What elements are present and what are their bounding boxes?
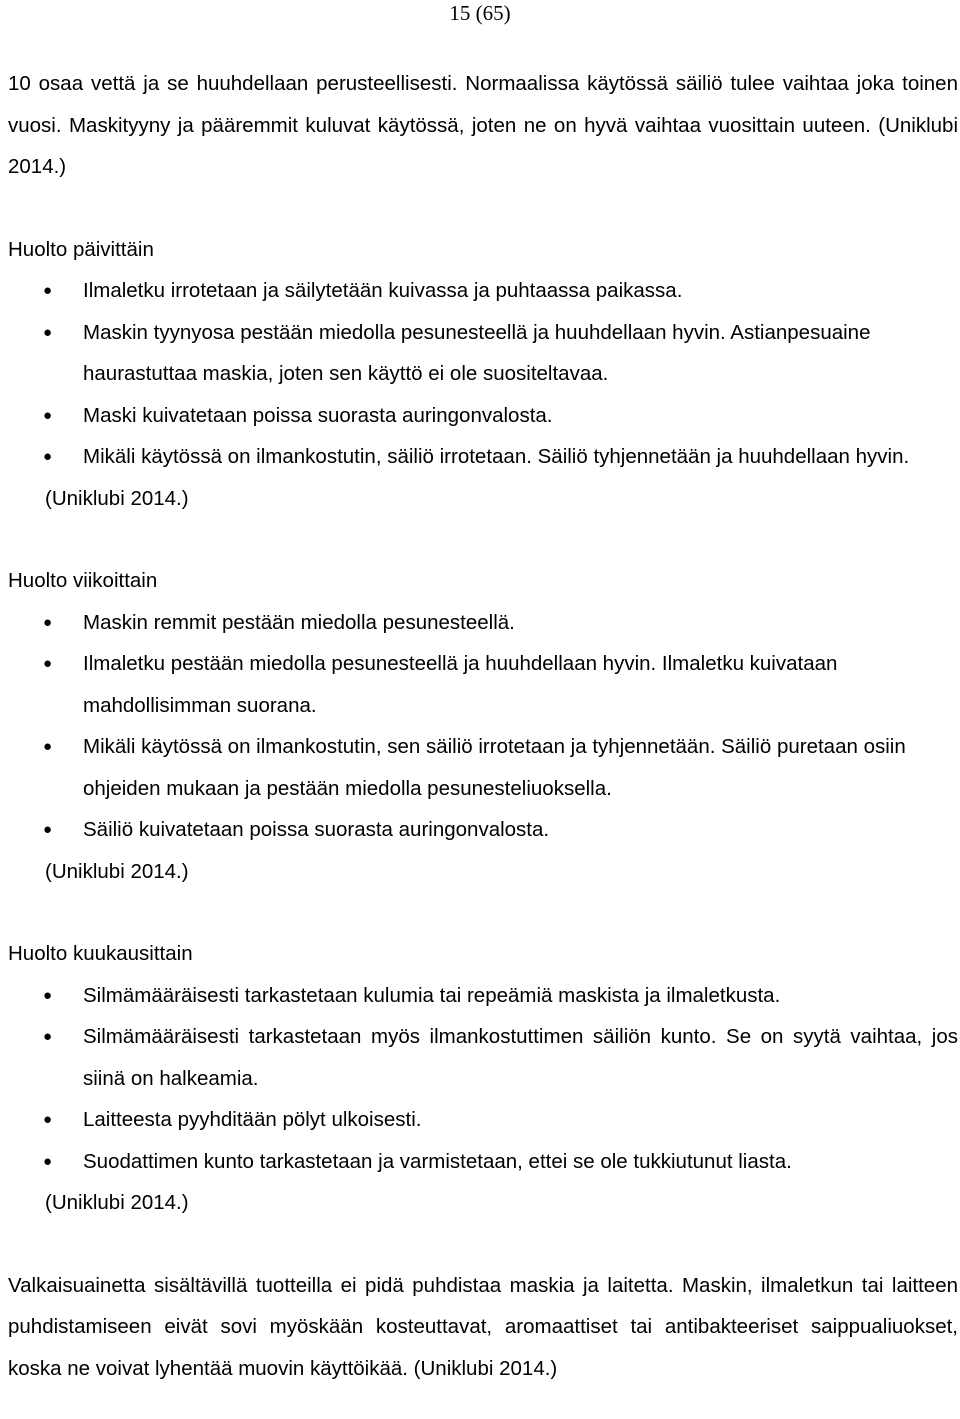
- monthly-source-citation: (Uniklubi 2014.): [45, 1191, 189, 1214]
- weekly-source-citation: (Uniklubi 2014.): [45, 859, 189, 883]
- bullet-icon: ●: [43, 655, 53, 672]
- bullet-icon: ●: [43, 821, 53, 838]
- daily-maintenance-list: [8, 270, 958, 478]
- list-item: [8, 395, 958, 437]
- monthly-maintenance-list: [8, 975, 958, 1183]
- list-item: [8, 436, 958, 478]
- list-item: [8, 809, 958, 851]
- list-item: [8, 270, 958, 312]
- list-item-text: Maskin remmit pestään miedolla pesunesteellä.: [83, 610, 515, 634]
- bullet-icon: ●: [43, 282, 53, 299]
- weekly-maintenance-heading: Huolto viikoittain: [8, 569, 158, 592]
- monthly-maintenance-heading: Huolto kuukausittain: [8, 942, 193, 965]
- list-item: [8, 602, 958, 644]
- document-body: [8, 63, 958, 1389]
- page-number: 15 (65): [449, 1, 511, 25]
- list-item-text: Silmämääräisesti tarkastetaan myös ilmankostuttimen säiliön kunto. Se on syytä vaihtaa, jos siinä on halkeamia.: [83, 1025, 958, 1090]
- list-item-text: Suodattimen kunto tarkastetaan ja varmistetaan, ettei se ole tukkiutunut liasta.: [83, 1149, 792, 1173]
- list-item-text: Laitteesta pyyhditään pölyt ulkoisesti.: [83, 1108, 422, 1131]
- list-item: [8, 312, 958, 395]
- intro-paragraph: 10 osaa vettä ja se huuhdellaan perusteellisesti. Normaalissa käytössä säiliö tulee vaihtaa joka toinen vuosi. Maskityyny ja pääremmit kuluvat käytössä, joten ne on hyvä vaihtaa vuosittain uuteen. (Uniklubi 2014.): [8, 72, 958, 178]
- list-item-text: Mikäli käytössä on ilmankostutin, säiliö irrotetaan. Säiliö tyhjennetään ja huuhdellaan hyvin.: [83, 445, 910, 468]
- bullet-icon: ●: [43, 323, 53, 341]
- bullet-icon: ●: [43, 406, 53, 424]
- bullet-icon: ●: [43, 1152, 53, 1170]
- bullet-icon: ●: [43, 738, 53, 755]
- list-item-text: Mikäli käytössä on ilmankostutin, sen säiliö irrotetaan ja tyhjennetään. Säiliö puretaan osiin ohjeiden mukaan ja pestään miedolla pesunesteliuoksella.: [83, 735, 906, 800]
- list-item-text: Säiliö kuivatetaan poissa suorasta auringonvalosta.: [83, 818, 550, 841]
- list-item: [8, 1141, 958, 1183]
- list-item-text: Maskin tyynyosa pestään miedolla pesunesteellä ja huuhdellaan hyvin. Astianpesuaine haurastuttaa maskia, joten sen käyttö ei ole suositeltavaa.: [83, 320, 871, 385]
- bullet-icon: ●: [43, 1111, 53, 1128]
- bullet-icon: ●: [43, 613, 53, 631]
- list-item-text: Silmämääräisesti tarkastetaan kulumia tai repeämiä maskista ja ilmaletkusta.: [83, 983, 781, 1007]
- bullet-icon: ●: [43, 1028, 53, 1045]
- list-item-text: Maski kuivatetaan poissa suorasta auringonvalosta.: [83, 403, 553, 427]
- list-item-text: Ilmaletku pestään miedolla pesunesteellä ja huuhdellaan hyvin. Ilmaletku kuivataan mahdollisimman suorana.: [83, 652, 838, 717]
- weekly-maintenance-list: [8, 602, 958, 851]
- list-item: [8, 643, 958, 726]
- list-item: [8, 1099, 958, 1141]
- list-item: [8, 975, 958, 1017]
- daily-source-citation: (Uniklubi 2014.): [45, 486, 189, 510]
- list-item-text: Ilmaletku irrotetaan ja säilytetään kuivassa ja puhtaassa paikassa.: [83, 279, 683, 302]
- list-item: [8, 726, 958, 809]
- bullet-icon: ●: [43, 986, 53, 1004]
- list-item: [8, 1016, 958, 1099]
- daily-maintenance-heading: Huolto päivittäin: [8, 237, 154, 261]
- closing-paragraph: Valkaisuainetta sisältävillä tuotteilla ei pidä puhdistaa maskia ja laitetta. Maskin, ilmaletkun tai laitteen puhdistamiseen eivät sovi myöskään kosteuttavat, aromaattiset tai antibakteeriset saippualiuokset, koska ne voivat lyhentää muovin käyttöikää. (Uniklubi 2014.): [8, 1273, 958, 1380]
- bullet-icon: ●: [43, 448, 53, 465]
